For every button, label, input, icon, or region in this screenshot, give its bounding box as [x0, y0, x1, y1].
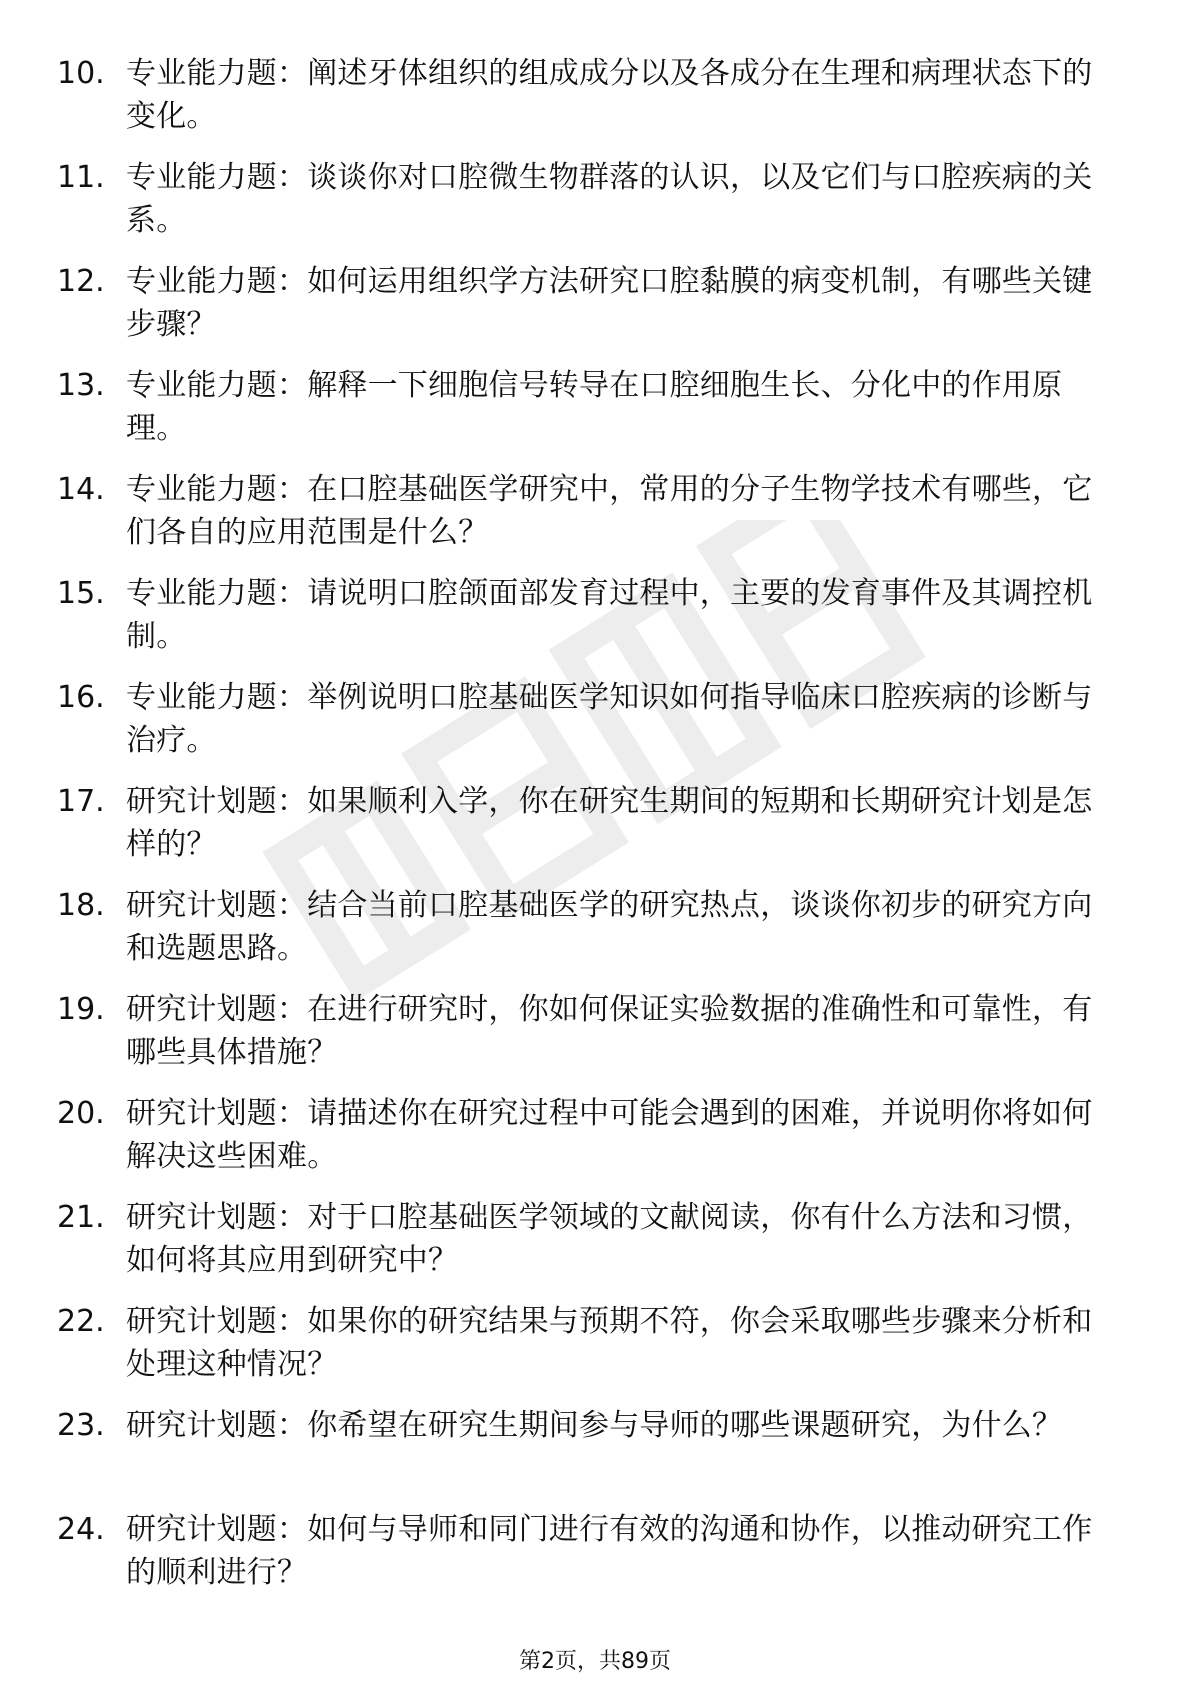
list-item	[0, 1300, 1190, 1404]
list-item	[0, 676, 1190, 780]
list-item	[0, 988, 1190, 1092]
item-text: 专业能力题：阐述牙体组织的组成成分以及各成分在生理和病理状态下的变化。	[126, 56, 1093, 134]
list-item	[0, 1508, 1190, 1612]
item-number: 23.	[57, 1408, 105, 1443]
item-number: 18.	[57, 888, 105, 923]
item-number: 14.	[57, 472, 105, 507]
page-number-label: 第2页，共89页	[519, 1649, 671, 1674]
list-item	[0, 572, 1190, 676]
list-item	[0, 156, 1190, 260]
item-text: 研究计划题：在进行研究时，你如何保证实验数据的准确性和可靠性，有哪些具体措施？	[126, 992, 1093, 1070]
item-number: 15.	[57, 576, 105, 611]
item-text: 专业能力题：举例说明口腔基础医学知识如何指导临床口腔疾病的诊断与治疗。	[126, 680, 1093, 758]
item-number: 22.	[57, 1304, 105, 1339]
item-number: 24.	[57, 1512, 105, 1547]
item-text: 研究计划题：你希望在研究生期间参与导师的哪些课题研究，为什么？	[126, 1408, 1063, 1443]
item-text: 研究计划题：请描述你在研究过程中可能会遇到的困难，并说明你将如何解决这些困难。	[126, 1096, 1093, 1174]
item-text: 研究计划题：如何与导师和同门进行有效的沟通和协作，以推动研究工作的顺利进行？	[126, 1512, 1093, 1590]
item-number: 13.	[57, 368, 105, 403]
list-item	[0, 780, 1190, 884]
item-number: 16.	[57, 680, 105, 715]
list-item	[0, 260, 1190, 364]
item-text: 专业能力题：解释一下细胞信号转导在口腔细胞生长、分化中的作用原理。	[126, 368, 1063, 446]
item-text: 专业能力题：谈谈你对口腔微生物群落的认识，以及它们与口腔疾病的关系。	[126, 160, 1093, 238]
question-list	[0, 52, 1190, 1612]
list-item	[0, 884, 1190, 988]
item-number: 19.	[57, 992, 105, 1027]
list-item	[0, 1196, 1190, 1300]
item-text: 专业能力题：在口腔基础医学研究中，常用的分子生物学技术有哪些，它们各自的应用范围是什么？	[126, 472, 1093, 550]
item-text: 研究计划题：结合当前口腔基础医学的研究热点，谈谈你初步的研究方向和选题思路。	[126, 888, 1093, 966]
item-number: 12.	[57, 264, 105, 299]
item-number: 20.	[57, 1096, 105, 1131]
item-text: 专业能力题：请说明口腔颌面部发育过程中，主要的发育事件及其调控机制。	[126, 576, 1093, 654]
item-number: 10.	[57, 56, 105, 91]
item-number: 11.	[57, 160, 105, 195]
item-number: 21.	[57, 1200, 105, 1235]
list-item	[0, 1404, 1190, 1508]
item-text: 研究计划题：如果你的研究结果与预期不符，你会采取哪些步骤来分析和处理这种情况？	[126, 1304, 1093, 1382]
item-text: 研究计划题：对于口腔基础医学领域的文献阅读，你有什么方法和习惯，如何将其应用到研究中？	[126, 1200, 1093, 1278]
list-item	[0, 364, 1190, 468]
item-number: 17.	[57, 784, 105, 819]
list-item	[0, 1092, 1190, 1196]
item-text: 专业能力题：如何运用组织学方法研究口腔黏膜的病变机制，有哪些关键步骤？	[126, 264, 1093, 342]
list-item	[0, 52, 1190, 156]
item-text: 研究计划题：如果顺利入学，你在研究生期间的短期和长期研究计划是怎样的？	[126, 784, 1093, 862]
page-footer	[0, 1648, 1190, 1676]
list-item	[0, 468, 1190, 572]
